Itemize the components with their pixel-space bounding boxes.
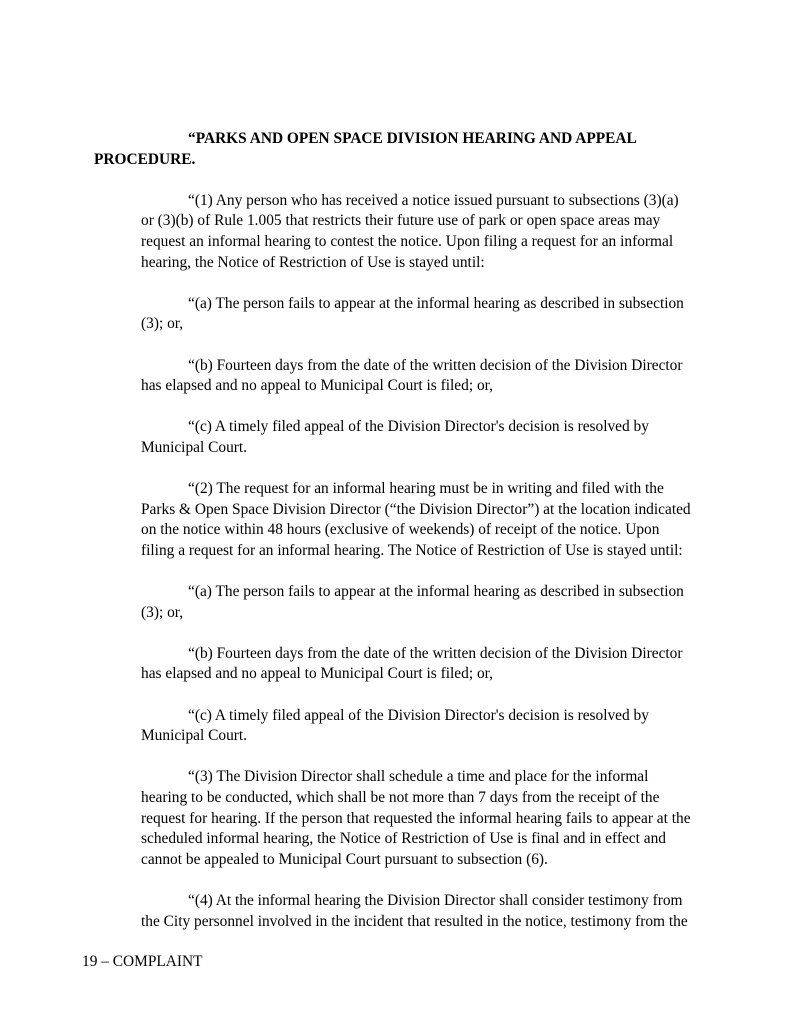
document-body	[94, 129, 721, 953]
paragraph-line: “(1) Any person who has received a notice issued pursuant to subsections (3)(a)	[188, 191, 679, 209]
paragraph-line: has elapsed and no appeal to Municipal Court is filed; or,	[141, 665, 494, 683]
paragraph	[141, 644, 721, 685]
paragraph	[141, 891, 721, 932]
paragraph	[141, 191, 721, 273]
paragraph-line: request an informal hearing to contest the notice. Upon filing a request for an informal	[141, 232, 674, 250]
paragraph-line: cannot be appealed to Municipal Court pursuant to subsection (6).	[141, 850, 548, 868]
paragraph	[141, 582, 721, 623]
paragraph-line: “(b) Fourteen days from the date of the written decision of the Division Director	[188, 356, 683, 374]
paragraph-line: scheduled informal hearing, the Notice of Restriction of Use is final and in effect and	[141, 830, 666, 848]
page-footer: 19 – COMPLAINT	[82, 953, 203, 970]
heading-line: “PARKS AND OPEN SPACE DIVISION HEARING AND APPEAL	[188, 130, 637, 147]
paragraph	[141, 417, 721, 458]
paragraph-line: filing a request for an informal hearing. The Notice of Restriction of Use is stayed until:	[141, 541, 683, 559]
paragraph	[141, 294, 721, 335]
paragraph	[141, 767, 721, 870]
paragraph-line: “(a) The person fails to appear at the informal hearing as described in subsection	[188, 294, 684, 312]
paragraph-line: (3); or,	[141, 603, 184, 621]
paragraph-line: Parks & Open Space Division Director (“the Division Director”) at the location indicated	[141, 500, 691, 518]
paragraph-line: Municipal Court.	[141, 438, 248, 456]
paragraph-line: the City personnel involved in the incident that resulted in the notice, testimony from the	[141, 912, 688, 930]
paragraph-line: “(b) Fourteen days from the date of the written decision of the Division Director	[188, 644, 683, 662]
paragraph-line: has elapsed and no appeal to Municipal Court is filed; or,	[141, 377, 494, 395]
paragraph-line: or (3)(b) of Rule 1.005 that restricts their future use of park or open space areas may	[141, 212, 661, 230]
paragraph-line: “(3) The Division Director shall schedule a time and place for the informal	[188, 768, 649, 786]
paragraph-line: Municipal Court.	[141, 727, 248, 745]
paragraph-list	[141, 191, 721, 932]
paragraph	[141, 356, 721, 397]
paragraph-line: “(a) The person fails to appear at the informal hearing as described in subsection	[188, 583, 684, 601]
paragraph-line: “(c) A timely filed appeal of the Division Director's decision is resolved by	[188, 418, 649, 436]
paragraph-line: “(2) The request for an informal hearing must be in writing and filed with the	[188, 480, 664, 498]
section-heading	[94, 129, 721, 170]
paragraph	[141, 479, 721, 561]
paragraph-line: (3); or,	[141, 315, 184, 333]
paragraph	[141, 706, 721, 747]
paragraph-line: “(c) A timely filed appeal of the Division Director's decision is resolved by	[188, 706, 649, 724]
paragraph-line: hearing, the Notice of Restriction of Use is stayed until:	[141, 253, 485, 271]
paragraph-line: “(4) At the informal hearing the Division Director shall consider testimony from	[188, 891, 683, 909]
heading-line: PROCEDURE.	[94, 150, 196, 168]
paragraph-line: on the notice within 48 hours (exclusive of weekends) of receipt of the notice. Upon	[141, 521, 660, 539]
paragraph-line: request for hearing. If the person that requested the informal hearing fails to appear at the	[141, 809, 691, 827]
paragraph-line: hearing to be conducted, which shall be not more than 7 days from the receipt of the	[141, 789, 660, 806]
